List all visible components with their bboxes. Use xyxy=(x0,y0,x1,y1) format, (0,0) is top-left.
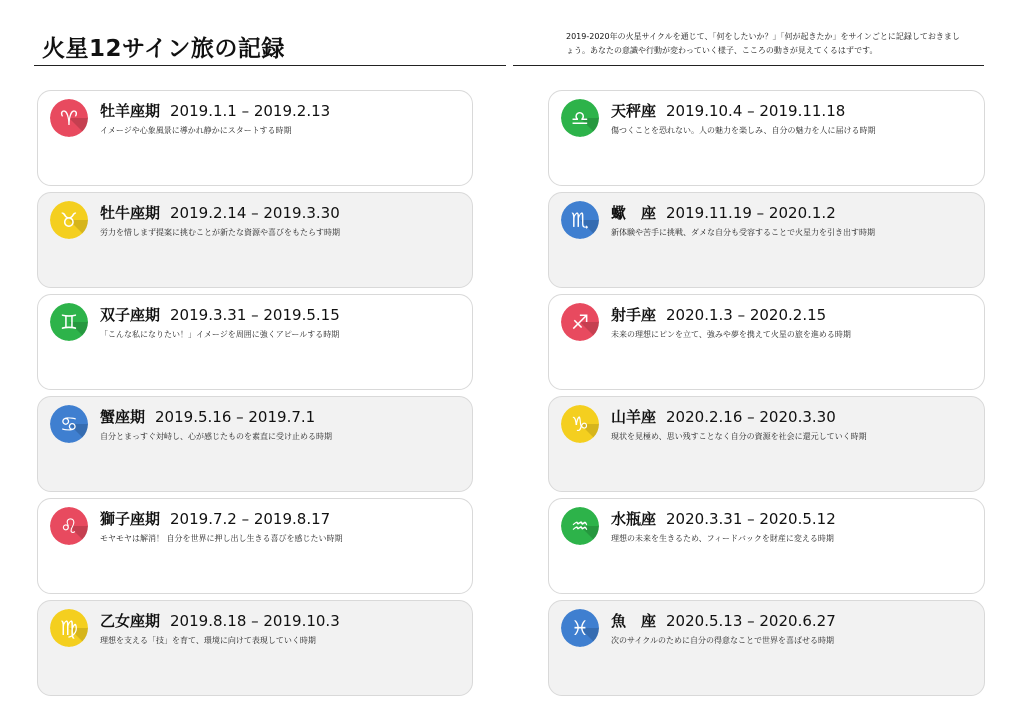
svg-text:♍︎: ♍︎ xyxy=(60,616,78,640)
aries-icon xyxy=(50,99,88,137)
sign-name: 双子座期 xyxy=(100,306,161,324)
sign-description: 未来の理想にピンを立て、強みや夢を携えて火星の旅を進める時期 xyxy=(611,330,851,339)
sign-name: 山羊座 xyxy=(611,408,657,426)
sign-name: 魚 座 xyxy=(611,612,657,630)
svg-text:♉︎: ♉︎ xyxy=(60,208,78,232)
sign-dates: 2020.1.3 – 2020.2.15 xyxy=(666,306,827,324)
sign-dates: 2019.11.19 – 2020.1.2 xyxy=(666,204,836,222)
sign-dates: 2019.2.14 – 2019.3.30 xyxy=(170,204,340,222)
scorpio-icon xyxy=(561,201,599,239)
sign-dates: 2020.3.31 – 2020.5.12 xyxy=(666,510,836,528)
intro-divider xyxy=(513,65,984,66)
sign-dates: 2019.7.2 – 2019.8.17 xyxy=(170,510,331,528)
cancer-icon xyxy=(50,405,88,443)
svg-text:♓︎: ♓︎ xyxy=(571,616,589,640)
sign-card xyxy=(548,600,985,696)
sign-dates: 2019.10.4 – 2019.11.18 xyxy=(666,102,846,120)
sign-card xyxy=(548,498,985,594)
svg-text:♑︎: ♑︎ xyxy=(571,412,589,436)
sign-name: 射手座 xyxy=(611,306,657,324)
sign-card xyxy=(548,90,985,186)
title-divider xyxy=(34,65,506,66)
sign-dates: 2019.8.18 – 2019.10.3 xyxy=(170,612,340,630)
sign-name: 水瓶座 xyxy=(611,510,657,528)
sign-description: 傷つくことを恐れない。人の魅力を楽しみ、自分の魅力を人に届ける時期 xyxy=(611,126,876,135)
sign-card xyxy=(37,396,473,492)
sign-description: 新体験や苦手に挑戦、ダメな自分も受容することで火星力を引き出す時期 xyxy=(611,228,875,237)
sign-description: イメージや心象風景に導かれ静かにスタートする時期 xyxy=(100,126,292,135)
sign-description: 次のサイクルのために自分の得意なことで世界を喜ばせる時期 xyxy=(611,636,835,645)
sign-name: 牡羊座期 xyxy=(100,102,161,120)
leo-icon xyxy=(50,507,88,545)
sagittarius-icon xyxy=(561,303,599,341)
sign-dates: 2019.3.31 – 2019.5.15 xyxy=(170,306,340,324)
sign-card xyxy=(548,192,985,288)
svg-text:♎︎: ♎︎ xyxy=(571,106,589,130)
aquarius-icon xyxy=(561,507,599,545)
sign-description: 「こんな私になりたい！」イメージを周囲に強くアピールする時期 xyxy=(100,330,340,339)
intro-text: 2019-2020年の火星サイクルを通じて、「何をしたいか？」「何が起きたか」をサインごとに記録しておきましょう。あなたの意識や行動が変わっていく様子、こころの動きが見えてくるはずです。 xyxy=(566,32,960,55)
sign-description: 自分とまっすぐ対峙し、心が感じたものを素直に受け止める時期 xyxy=(100,432,332,441)
sign-dates: 2020.2.16 – 2020.3.30 xyxy=(666,408,836,426)
svg-text:♏︎: ♏︎ xyxy=(571,208,589,232)
capricorn-icon xyxy=(561,405,599,443)
svg-text:♌︎: ♌︎ xyxy=(60,514,78,538)
sign-card xyxy=(548,294,985,390)
sign-card xyxy=(37,294,473,390)
sign-card xyxy=(37,90,473,186)
taurus-icon xyxy=(50,201,88,239)
sign-description: 労力を惜しまず提案に挑むことが新たな資源や喜びをもたらす時期 xyxy=(100,228,340,237)
sign-card xyxy=(37,192,473,288)
gemini-icon xyxy=(50,303,88,341)
sign-dates: 2019.1.1 – 2019.2.13 xyxy=(170,102,331,120)
sign-card xyxy=(37,498,473,594)
sign-description: 理想の未来を生きるため、フィードバックを財産に変える時期 xyxy=(611,534,834,543)
svg-text:♒︎: ♒︎ xyxy=(571,514,589,538)
sign-name: 獅子座期 xyxy=(100,510,161,528)
virgo-icon xyxy=(50,609,88,647)
sign-name: 蠍 座 xyxy=(611,204,657,222)
sign-description: 現状を見極め、思い残すことなく自分の資源を社会に還元していく時期 xyxy=(611,432,867,441)
sign-dates: 2020.5.13 – 2020.6.27 xyxy=(666,612,836,630)
sign-name: 乙女座期 xyxy=(100,612,161,630)
libra-icon xyxy=(561,99,599,137)
sign-name: 天秤座 xyxy=(611,102,657,120)
pisces-icon xyxy=(561,609,599,647)
svg-text:♈︎: ♈︎ xyxy=(60,106,78,130)
page-title: 火星12サイン旅の記録 xyxy=(42,36,285,62)
svg-text:♋︎: ♋︎ xyxy=(60,412,78,436)
sign-description: モヤモヤは解消！ 自分を世界に押し出し生きる喜びを感じたい時期 xyxy=(100,534,343,543)
sign-dates: 2019.5.16 – 2019.7.1 xyxy=(155,408,316,426)
svg-text:♐︎: ♐︎ xyxy=(571,310,589,334)
svg-text:♊︎: ♊︎ xyxy=(60,310,78,334)
sign-name: 牡牛座期 xyxy=(100,204,161,222)
sign-card xyxy=(548,396,985,492)
sign-description: 理想を支える「技」を育て、環境に向けて表現していく時期 xyxy=(100,636,316,645)
sign-name: 蟹座期 xyxy=(100,408,146,426)
sign-card xyxy=(37,600,473,696)
